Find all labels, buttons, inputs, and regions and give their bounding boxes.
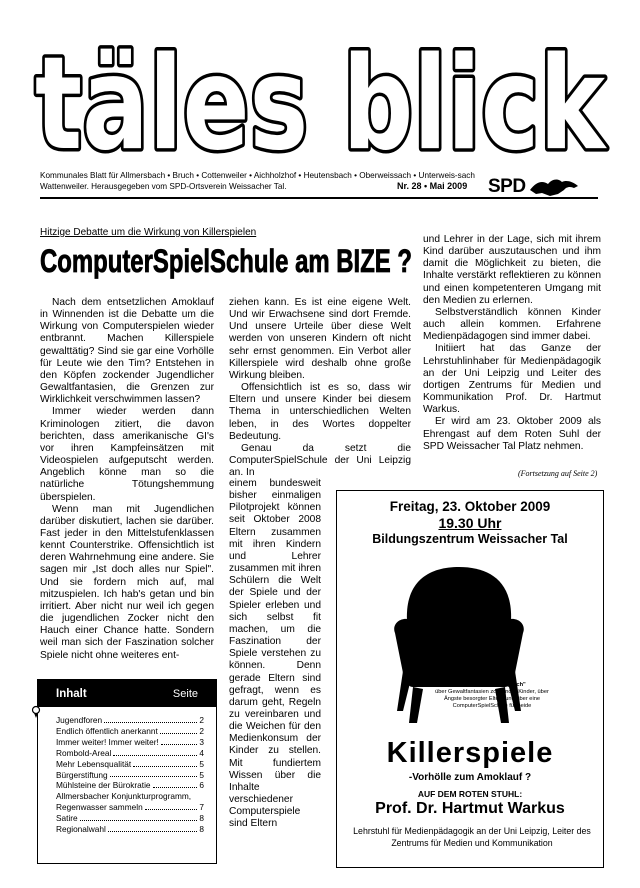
event-subtitle: -Vorhölle zum Amoklauf ? xyxy=(408,772,532,783)
chair-caption-line: Die SPD xyxy=(480,661,504,667)
event-title: Killerspiele xyxy=(386,737,554,769)
chair-caption-line: über Gewaltfantasien zockender Kinder, über Ängste besorgter Eltern und über eine ComputerSpielSchule für beide xyxy=(435,689,549,709)
chair-caption-line: Weissacher Tal xyxy=(471,668,513,674)
contents-item-page: 7 xyxy=(199,802,204,813)
contents-item-label: Rombold-Areal xyxy=(56,747,112,758)
contents-item-page: 5 xyxy=(199,758,204,769)
contents-page-label: Seite xyxy=(172,687,198,700)
party-logo: SPD xyxy=(488,176,526,197)
contents-list xyxy=(38,707,216,835)
contents-item-page: 4 xyxy=(199,747,204,758)
pin-icon xyxy=(29,705,43,719)
masthead-rule xyxy=(40,197,598,199)
chair-caption-line: „Generationengespräch" xyxy=(458,682,526,688)
article-paragraph: Wenn man mit Jugendlichen darüber diskutiert, lachen sie darüber. Fast jeder in den Mittelstufenklassen kennt Counterstrike. Offensichtlich ist deren Wahrnehmung eine andere. Sie sagen mir „Ist doch alles nur Spiel". Und sie fordern mich auf, mal mitzuspielen. Ich hab's getan und bin irritiert. Aber nicht nur weil ich gegen die jugendlichen Zocker nicht den Hauch einer Chance hatte. Sondern weil man sich der Faszination solcher Spiele nicht ohne weiteres ent- xyxy=(40,503,214,661)
contents-item-page: 8 xyxy=(199,824,204,835)
contents-item-page: 8 xyxy=(199,813,204,824)
contents-item[interactable] xyxy=(56,759,204,770)
lion-emblem-icon xyxy=(528,176,580,198)
contents-item-label: Jugendforen xyxy=(56,715,103,725)
contents-title: Inhalt xyxy=(56,687,87,700)
contents-box xyxy=(37,679,217,864)
article-column-2-narrow xyxy=(229,478,321,831)
event-speaker: Prof. Dr. Hartmut Warkus xyxy=(375,800,565,817)
article-paragraph: Nach dem entsetzlichen Amoklauf in Winnenden ist die Debatte um die Wirkung von Computerspielen wieder entbrannt. Machen Killerspiele gewalttätig? Sind sie gar eine Vorhölle für Leute wie den Tim? Entstehen in den Köpfen zockender Jugendlicher Gewaltfantasien, die Grenzen zur Wirklichkeit verschwimmen lassen? xyxy=(40,297,214,406)
contents-item-page: 5 xyxy=(199,769,204,780)
contents-item[interactable] xyxy=(56,813,204,824)
contents-item-page: 3 xyxy=(199,736,204,747)
continuation-note: (Fortsetzung auf Seite 2) xyxy=(518,469,598,478)
contents-item[interactable] xyxy=(56,770,204,781)
issue-number: Nr. 28 • Mai 2009 xyxy=(397,181,468,191)
article-column-1 xyxy=(40,297,214,662)
contents-item[interactable] xyxy=(56,791,204,802)
article-paragraph: Selbstverständlich können Kinder auch allein kommen. Erfahrene Medienpädagogen sind immer dabei. xyxy=(423,306,601,343)
contents-item[interactable] xyxy=(56,737,204,748)
masthead-logo xyxy=(28,20,612,170)
logo-text: täles blick xyxy=(35,30,608,170)
contents-item[interactable] xyxy=(56,748,204,759)
headline-text: ComputerSpielSchule am BIZE ? xyxy=(40,243,412,279)
contents-item[interactable] xyxy=(56,715,204,726)
event-date: Freitag, 23. Oktober 2009 xyxy=(389,499,551,514)
chair-caption xyxy=(433,661,551,710)
article-paragraph: und Lehrer in der Lage, sich mit ihrem Kind darüber auszutauschen und ihm damit die Möglichkeit zu bieten, die Inhalte verstärkt reflektieren zu können und einen kompetenteren Umgang mit den Medien zu erlernen. xyxy=(423,234,601,306)
contents-item-label: Regenwasser sammeln xyxy=(56,802,143,813)
contents-item-label: Satire xyxy=(56,813,78,824)
article-paragraph: Initiiert hat das Ganze der Lehrstuhlinhaber für Medienpädagogik an der Uni Leipzig und Leiter des dortigen Zentrums für Medien und Kommunikation Prof. Dr. Hartmut Warkus. xyxy=(423,343,601,416)
contents-item[interactable] xyxy=(56,780,204,791)
contents-item-label: Mühlsteine der Bürokratie xyxy=(56,780,151,791)
contents-item-label: Regionalwahl xyxy=(56,824,106,835)
contents-item-label: Bürgerstiftung xyxy=(56,769,108,780)
contents-item-page: 2 xyxy=(199,725,204,736)
article-paragraph: Offensichtlich ist es so, dass wir Eltern und unsere Kinder bei diesem Thema in unterschiedlichen Welten leben, in des Wortes doppelter Bedeutung. xyxy=(229,382,411,442)
event-time: 19.30 Uhr xyxy=(438,515,502,531)
contents-item[interactable] xyxy=(56,802,204,813)
contents-item-label: Endlich öffentlich anerkannt xyxy=(56,725,158,736)
article-paragraph: einem bundesweit bisher einmaligen Pilotprojekt können seit Oktober 2008 Eltern zusammen mit ihren Kindern und Lehrer zusammen mit ihren Schülern die Welt der Spiele und der Spieler erleben und sich selbst fit machen, um die Faszination der Spiele verstehen zu können. Denn gerade Eltern sind gefragt, wenn es darum geht, Regeln zu vereinbaren und die Weichen für den Medienkonsum der Kinder zu stellen. Mit fundiertem Wissen über die Inhalte verschiedener Computerspiele sind Eltern xyxy=(229,478,321,830)
event-guest-label: AUF DEM ROTEN STUHL: xyxy=(417,789,523,799)
contents-item-page: 6 xyxy=(199,780,204,791)
event-speaker-description: Lehrstuhl für Medienpädagogik an der Uni Leipzig, Leiter des Zentrums für Medien und Kommunikation xyxy=(353,826,591,848)
event-location: Bildungszentrum Weissacher Tal xyxy=(372,532,568,546)
article-kicker: Hitzige Debatte um die Wirkung von Killerspielen xyxy=(40,227,257,238)
contents-item-page: 2 xyxy=(199,715,204,725)
contents-item-label: Mehr Lebensqualität xyxy=(56,758,132,769)
contents-header xyxy=(38,680,216,707)
article-paragraph: Genau da setzt die ComputerSpielSchule der Uni Leipzig an. In xyxy=(229,442,411,479)
contents-item-label: Allmersbacher Konjunkturprogramm, xyxy=(56,791,192,802)
article-paragraph: ziehen kann. Es ist eine eigene Welt. Und wir Erwachsene sind dort Fremde. Und unsere Urteile über diese Welt werden von unseren Kindern oft nicht sehr ernst genommen. Ein Verbot aller Killerspiele wird deshalb ohne große Wirkung bleiben. xyxy=(229,297,411,381)
contents-item[interactable] xyxy=(56,726,204,737)
article-headline xyxy=(38,240,418,280)
event-announcement xyxy=(336,490,604,868)
contents-item[interactable] xyxy=(56,824,204,835)
article-column-3 xyxy=(423,234,601,453)
article-paragraph: Er wird am 23. Oktober 2009 als Ehrengast auf dem Roten Suhl der SPD Weissacher Tal Platz nehmen. xyxy=(423,416,601,452)
contents-item-label: Immer weiter! Immer weiter! xyxy=(56,736,159,747)
article-column-2 xyxy=(229,297,411,479)
chair-caption-line: lädt ein zu einem xyxy=(470,675,514,681)
article-paragraph: Immer wieder werden dann Kriminologen zitiert, die davon berichten, dass amerikanische GI's vor ihren Kampfeinsätzen mit Videospielen aufgeputscht werden. Angeblich könne man so die natürliche Tötungshemmung überspielen. xyxy=(40,406,214,503)
masthead-subline: Kommunales Blatt für Allmersbach • Bruch • Cottenweiler • Aichholzhof • Heutensbach • Oberweissach • Unterweis-sach Wattenweiler. Herausgegeben vom SPD-Ortsverein Weissacher Tal. xyxy=(40,171,475,191)
